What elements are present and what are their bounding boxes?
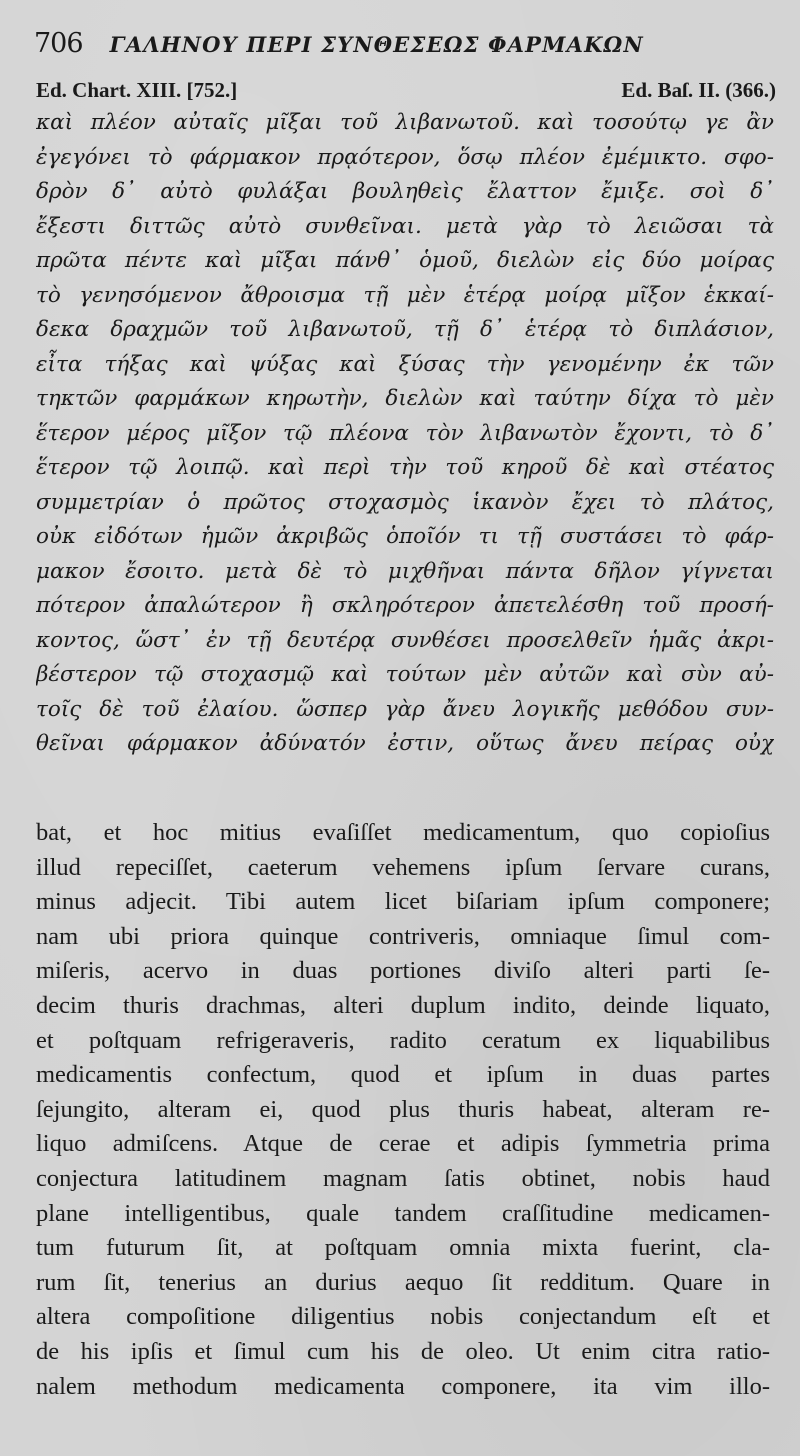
latin-line: rum ſit, tenerius an durius aequo ſit redditum. Quare in	[36, 1268, 770, 1296]
latin-line: ſejungito, alteram ei, quod plus thuris habeat, alteram re-	[36, 1095, 770, 1123]
running-head	[34, 28, 774, 68]
greek-line: συμμετρίαν ὁ πρῶτος στοχασμὸς ἱκανὸν ἔχει τὸ πλάτος,	[36, 489, 774, 515]
greek-line: μακον ἔσοιτο. μετὰ δὲ τὸ μιχθῆναι πάντα δῆλον γίγνεται	[36, 558, 774, 584]
greek-line: ἐγεγόνει τὸ φάρμακον πρᾳότερον, ὅσῳ πλέον ἐμέμικτο. σφο-	[36, 144, 774, 170]
latin-line: liquo admiſcens. Atque de cerae et adipis ſymmetria prima	[36, 1130, 770, 1158]
edition-chartier: Ed. Chart. XIII. [752.]	[36, 78, 238, 102]
latin-line: decim thuris drachmas, alteri duplum indito, deinde liquato,	[36, 991, 770, 1019]
greek-line: πότερον ἀπαλώτερον ἢ σκληρότερον ἀπετελέσθη τοῦ προσή-	[36, 593, 774, 618]
latin-line: medicamentis confectum, quod et ipſum in duas partes	[36, 1061, 770, 1089]
greek-line: οὐκ εἰδότων ἡμῶν ἀκριβῶς ὁποῖόν τι τῇ συστάσει τὸ φάρ-	[36, 524, 774, 549]
greek-line: δρὸν δ᾽ αὐτὸ φυλάξαι βουληθεὶς ἔλαττον ἔμιξε. σοὶ δ᾽	[36, 179, 774, 204]
page-number: 706	[34, 28, 83, 59]
greek-line: ἕτερον μέρος μῖξον τῷ πλέονα τὸν λιβανωτὸν ἔχοντι, τὸ δ᾽	[36, 420, 774, 446]
latin-line: bat, et hoc mitius evaſiſſet medicamentum, quo copioſius	[36, 819, 770, 846]
greek-line: εἶτα τήξας καὶ ψύξας καὶ ξύσας τὴν γενομένην ἐκ τῶν	[36, 351, 774, 377]
greek-text-block	[36, 106, 774, 762]
latin-line: et poſtquam refrigeraveris, radito ceratum ex liquabilibus	[36, 1026, 770, 1054]
edition-basel: Ed. Baſ. II. (366.)	[621, 78, 776, 102]
greek-line: πρῶτα πέντε καὶ μῖξαι πάνθ᾽ ὁμοῦ, διελὼν εἰς δύο μοίρας	[36, 248, 774, 273]
greek-line: τοῖς δὲ τοῦ ἐλαίου. ὥσπερ γὰρ ἄνευ λογικῆς μεθόδου συν-	[36, 696, 774, 722]
latin-line: conjectura latitudinem magnam ſatis obtinet, nobis haud	[36, 1164, 770, 1192]
latin-line: tum futurum ſit, at poſtquam omnia mixta fuerint, cla-	[36, 1234, 770, 1262]
greek-line: ἔξεστι διττῶς αὐτὸ συνθεῖναι. μετὰ γὰρ τὸ λειῶσαι τὰ	[36, 213, 774, 239]
latin-line: minus adjecit. Tibi autem licet biſariam ipſum componere;	[36, 888, 770, 916]
edition-references	[36, 78, 776, 103]
latin-line: miſeris, acervo in duas portiones diviſo alteri parti ſe-	[36, 957, 770, 985]
greek-line: κοντος, ὥστ᾽ ἐν τῇ δευτέρᾳ συνθέσει προσελθεῖν ἡμᾶς ἀκρι-	[36, 627, 774, 653]
running-title: ΓΑΛΗΝΟΥ ΠΕΡΙ ΣΥΝΘΕΣΕΩΣ ΦΑΡΜΑΚΩΝ	[109, 32, 644, 57]
greek-line: βέστερον τῷ στοχασμῷ καὶ τούτων μὲν αὐτῶν καὶ σὺν αὐ-	[36, 662, 774, 687]
latin-line: de his ipſis et ſimul cum his de oleo. Ut enim citra ratio-	[36, 1337, 770, 1365]
latin-line: illud repeciſſet, caeterum vehemens ipſum ſervare curans,	[36, 853, 770, 881]
latin-line: altera compoſitione diligentius nobis conjectandum eſt et	[36, 1303, 770, 1331]
greek-line: καὶ πλέον αὐταῖς μῖξαι τοῦ λιβανωτοῦ. καὶ τοσούτῳ γε ἂν	[36, 110, 774, 135]
greek-line: τηκτῶν φαρμάκων κηρωτὴν, διελὼν καὶ ταύτην δίχα τὸ μὲν	[36, 386, 774, 411]
latin-text-block	[36, 816, 770, 1404]
latin-line: nalem methodum medicamenta componere, ita vim illo-	[36, 1372, 770, 1400]
latin-line: plane intelligentibus, quale tandem craſſitudine medicamen-	[36, 1199, 770, 1227]
latin-line: nam ubi priora quinque contriveris, omniaque ſimul com-	[36, 922, 770, 950]
greek-line: ἕτερον τῷ λοιπῷ. καὶ περὶ τὴν τοῦ κηροῦ δὲ καὶ στέατος	[36, 455, 774, 480]
greek-line: τὸ γενησόμενον ἄθροισμα τῇ μὲν ἑτέρᾳ μοίρᾳ μῖξον ἑκκαί-	[36, 282, 774, 308]
greek-line: θεῖναι φάρμακον ἀδύνατόν ἐστιν, οὕτως ἄνευ πείρας οὐχ	[36, 731, 774, 756]
greek-line: δεκα δραχμῶν τοῦ λιβανωτοῦ, τῇ δ᾽ ἑτέρᾳ τὸ διπλάσιον,	[36, 317, 774, 342]
